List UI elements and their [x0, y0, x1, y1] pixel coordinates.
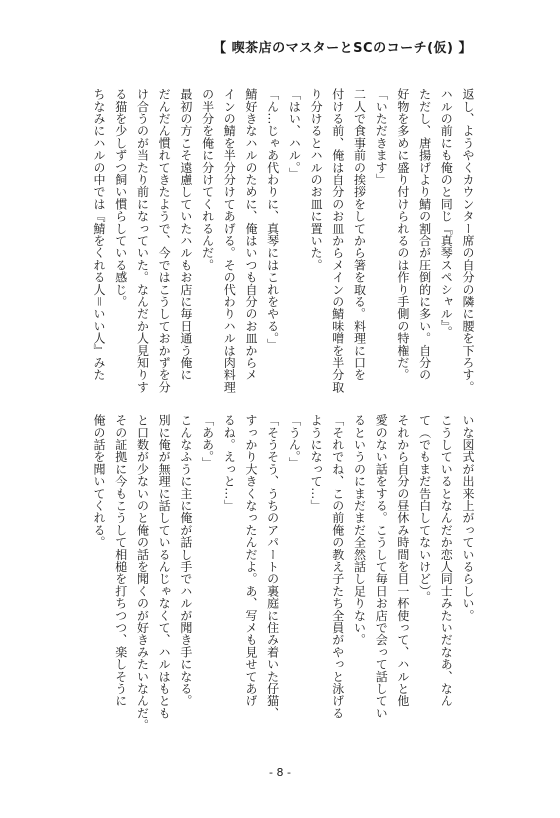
text-line: 好物を多めに盛り付けられるのは作り手側の特権だ。: [395, 88, 410, 381]
text-line: るね。えっと…」: [222, 414, 237, 512]
text-line: 「そうそう、うちのアパートの裏庭に住み着いた仔猫、: [265, 414, 280, 719]
text-line: と口数が少ないのと俺の話を聞くのが好きみたいなんだ。: [135, 414, 150, 732]
text-line: て（でもまだ告白してないけど）。: [417, 414, 432, 604]
text-line: ただし、唐揚げより鯖の割合が圧倒的に多い。自分の: [417, 88, 432, 381]
text-line: り分けるとハルのお皿に置いた。: [309, 88, 324, 271]
upper-text-block: [88, 88, 478, 400]
text-line: る猫を少しずつ飼い慣らしている感じ。: [113, 88, 128, 308]
text-line: 「はい、ハル。」: [287, 88, 302, 180]
text-line: いな図式が出来上がっているらしい。: [461, 414, 475, 622]
text-line: 「それでね、この前俺の教え子たち全員がやっと泳げる: [330, 414, 345, 719]
text-line: こんなふうに主に俺が話し手でハルが聞き手になる。: [178, 414, 193, 707]
text-line: ハルの前にも俺のと同じ『真琴スペシャル』。: [439, 88, 454, 339]
text-line: 付ける前、俺は自分のお皿からメインの鯖味噌を半分取: [330, 88, 345, 393]
text-line: ようになって…」: [309, 414, 324, 512]
running-header: 【 喫茶店のマスターとSCのコーチ(仮) 】: [213, 41, 472, 56]
text-line: の半分を俺に分けてくれるんだ。: [200, 88, 215, 271]
text-line: こうしているとなんだか恋人同士みたいだなあ、なん: [439, 414, 454, 707]
text-line: 俺の話を聞いてくれる。: [92, 414, 107, 549]
page-number: - 8 -: [269, 766, 291, 779]
text-line: すっかり大きくなったんだよ。あ、写メも見せてあげ: [243, 414, 258, 707]
text-line: インの鯖を半分分けてあげる。その代わりハルは肉料理: [222, 88, 237, 393]
text-line: るというのにまだまだ全然話し足りない。: [352, 414, 367, 646]
text-line: 「いただきます」: [374, 88, 389, 186]
text-line: 鯖好きなハルのために、俺はいつも自分のお皿からメ: [243, 88, 258, 381]
text-line: それから自分の昼休み時間を目一杯使って、ハルと他: [395, 414, 410, 707]
text-line: ちなみにハルの中では『鯖をくれる人＝いい人』みた: [92, 88, 107, 381]
lower-text-block: [83, 414, 478, 732]
text-line: け合うのが当たり前になっていた。なんだか人見知りす: [135, 88, 150, 393]
text-line: 返し、ようやくカウンター席の自分の隣に腰を下ろす。: [461, 88, 475, 393]
text-line: 「うん。」: [287, 414, 302, 469]
text-line: だんだん慣れてきたようで、今ではこうしておかずを分: [157, 88, 172, 393]
text-line: 愛のない話をする。こうして毎日お店で会って話してい: [374, 414, 389, 719]
text-line: 別に俺が無理に話しているんじゃなくて、ハルはもとも: [157, 414, 172, 719]
text-line: その証拠に今もこうして相槌を打ちつつ、楽しそうに: [113, 414, 128, 707]
text-line: 二人で食事前の挨拶をしてから箸を取る。料理に口を: [352, 88, 367, 381]
text-line: 最初の方こそ遠慮していたハルもお店に毎日通う俺に: [178, 88, 193, 381]
text-line: 「ん…じゃあ代わりに、真琴にはこれをやる。」: [265, 88, 280, 351]
text-line: 「ああ。」: [200, 414, 215, 469]
